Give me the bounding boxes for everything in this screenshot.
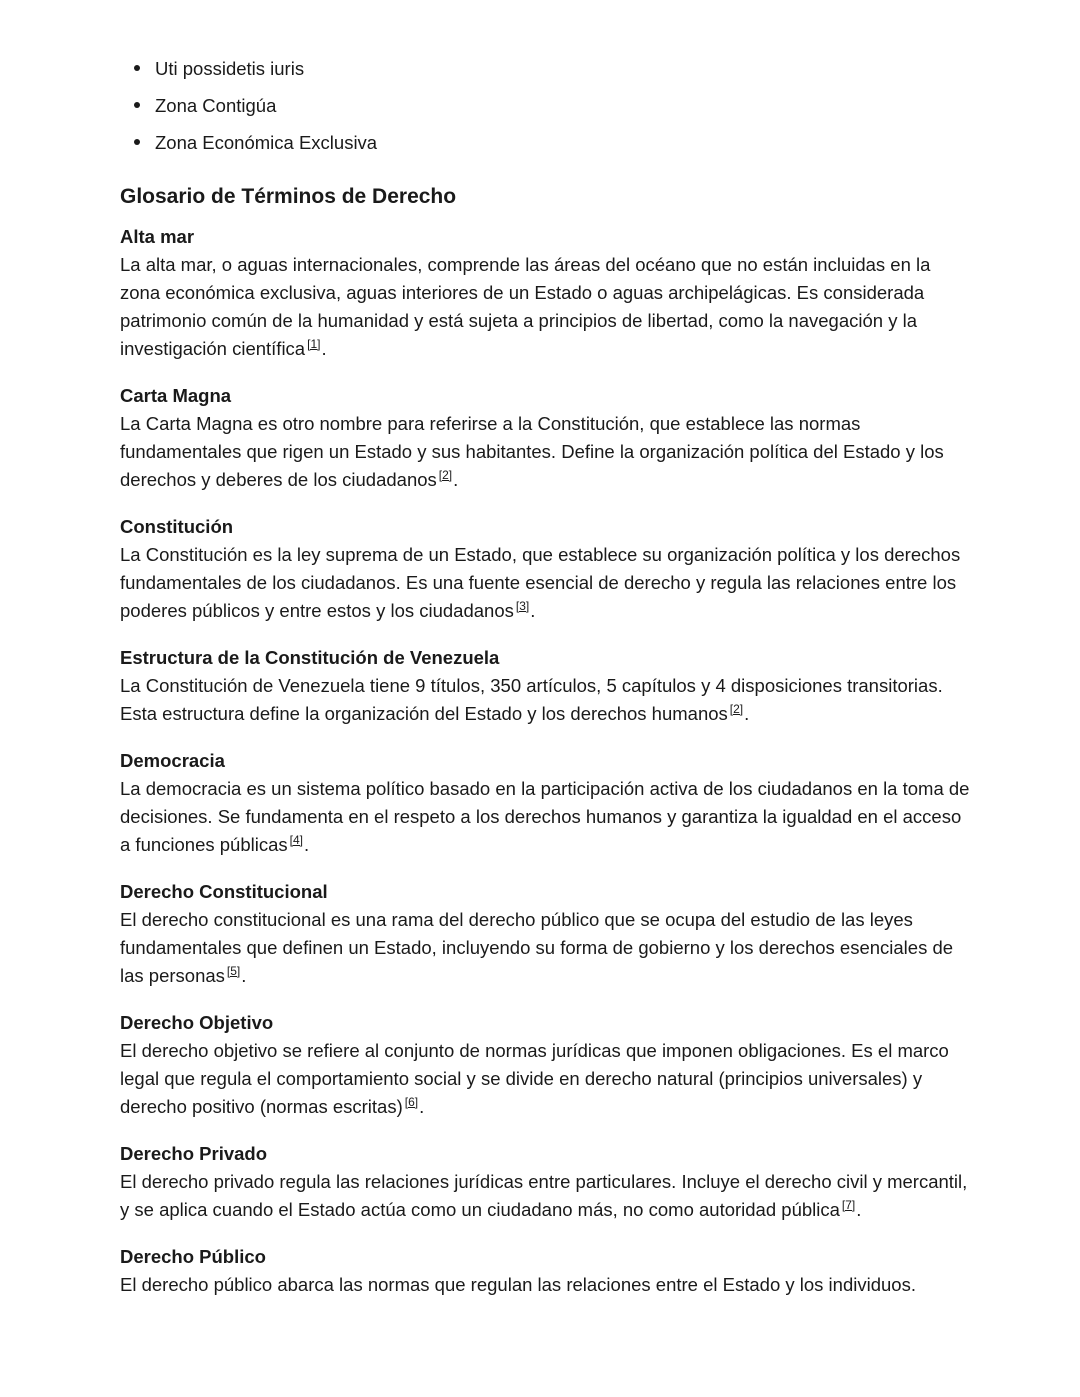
glossary-definition — [120, 1037, 970, 1121]
glossary-term: Carta Magna — [120, 385, 232, 406]
glossary-entry — [120, 1009, 970, 1121]
definition-end: . — [530, 600, 536, 621]
citation-link[interactable]: [6] — [404, 1095, 419, 1109]
definition-end: . — [744, 703, 750, 724]
citation-link[interactable]: [3] — [515, 599, 530, 613]
glossary-list — [120, 223, 970, 1299]
citation-link[interactable]: [5] — [226, 964, 241, 978]
glossary-definition — [120, 775, 970, 859]
glossary-title: Glosario de Términos de Derecho — [120, 185, 457, 208]
bullet-list — [120, 50, 970, 161]
glossary-definition — [120, 1271, 970, 1299]
definition-text: El derecho objetivo se refiere al conjunto de normas jurídicas que imponen obligaciones. Es el marco legal que regula el comportamiento social y se divide en derecho natural (principios universales) y derecho positivo (normas escritas) — [120, 1040, 949, 1117]
citation-link[interactable]: [1] — [307, 337, 321, 351]
glossary-term: Constitución — [120, 516, 234, 537]
glossary-term: Alta mar — [120, 226, 195, 247]
glossary-term: Derecho Objetivo — [120, 1012, 274, 1033]
definition-end: . — [856, 1199, 862, 1220]
glossary-definition — [120, 410, 970, 494]
glossary-entry — [120, 513, 970, 625]
glossary-definition — [120, 1168, 970, 1224]
definition-end: . — [241, 965, 247, 986]
glossary-entry — [120, 878, 970, 990]
definition-text: La Constitución de Venezuela tiene 9 títulos, 350 artículos, 5 capítulos y 4 disposiciones transitorias. Esta estructura define la organización del Estado y los derechos humanos — [120, 675, 943, 724]
glossary-entry — [120, 747, 970, 859]
glossary-term: Democracia — [120, 750, 225, 771]
definition-end: . — [419, 1096, 425, 1117]
glossary-term: Derecho Público — [120, 1246, 266, 1267]
glossary-entry — [120, 1140, 970, 1224]
citation-link[interactable]: [2] — [438, 468, 453, 482]
definition-end: . — [453, 469, 459, 490]
glossary-definition — [120, 541, 970, 625]
citation-link[interactable]: [4] — [289, 833, 303, 847]
definition-text: La democracia es un sistema político basado en la participación activa de los ciudadanos en la toma de decisiones. Se fundamenta en el respeto a los derechos humanos y garantiza la igualdad en el acceso a funciones públicas — [120, 778, 970, 855]
glossary-entry — [120, 644, 970, 728]
citation-link[interactable]: [2] — [729, 702, 744, 716]
definition-text: El derecho público abarca las normas que regulan las relaciones entre el Estado y los individuos. — [120, 1274, 916, 1295]
glossary-definition — [120, 906, 970, 990]
glossary-definition — [120, 672, 970, 728]
document-page — [120, 50, 970, 1299]
glossary-entry — [120, 382, 970, 494]
definition-end: . — [321, 338, 327, 359]
glossary-term: Estructura de la Constitución de Venezuela — [120, 647, 500, 668]
glossary-entry — [120, 1243, 970, 1299]
definition-text: La alta mar, o aguas internacionales, comprende las áreas del océano que no están incluidas en la zona económica exclusiva, aguas interiores de un Estado o aguas archipelágicas. Es considerada patrimonio común de la humanidad y está sujeta a principios de libertad, como la navegación y la investigación científica — [120, 254, 931, 359]
glossary-term: Derecho Privado — [120, 1143, 268, 1164]
definition-end: . — [303, 834, 310, 855]
glossary-term: Derecho Constitucional — [120, 881, 328, 902]
citation-link[interactable]: [7] — [841, 1198, 856, 1212]
definition-text: La Carta Magna es otro nombre para referirse a la Constitución, que establece las normas fundamentales que rigen un Estado y sus habitantes. Define la organización política del Estado y los derechos y deberes de los ciudadanos — [120, 413, 944, 490]
glossary-entry — [120, 223, 970, 363]
list-item: Uti possidetis iuris — [120, 50, 970, 87]
glossary-definition — [120, 251, 970, 363]
definition-text: La Constitución es la ley suprema de un Estado, que establece su organización política y los derechos fundamentales de los ciudadanos. Es una fuente esencial de derecho y regula las relaciones entre los poderes públicos y entre estos y los ciudadanos — [120, 544, 961, 621]
definition-text: El derecho privado regula las relaciones jurídicas entre particulares. Incluye el derecho civil y mercantil, y se aplica cuando el Estado actúa como un ciudadano más, no como autoridad pública — [120, 1171, 968, 1220]
list-item: Zona Contigúa — [120, 87, 970, 124]
definition-text: El derecho constitucional es una rama del derecho público que se ocupa del estudio de las leyes fundamentales que definen un Estado, incluyendo su forma de gobierno y los derechos esenciales de las personas — [120, 909, 954, 986]
list-item: Zona Económica Exclusiva — [120, 124, 970, 161]
